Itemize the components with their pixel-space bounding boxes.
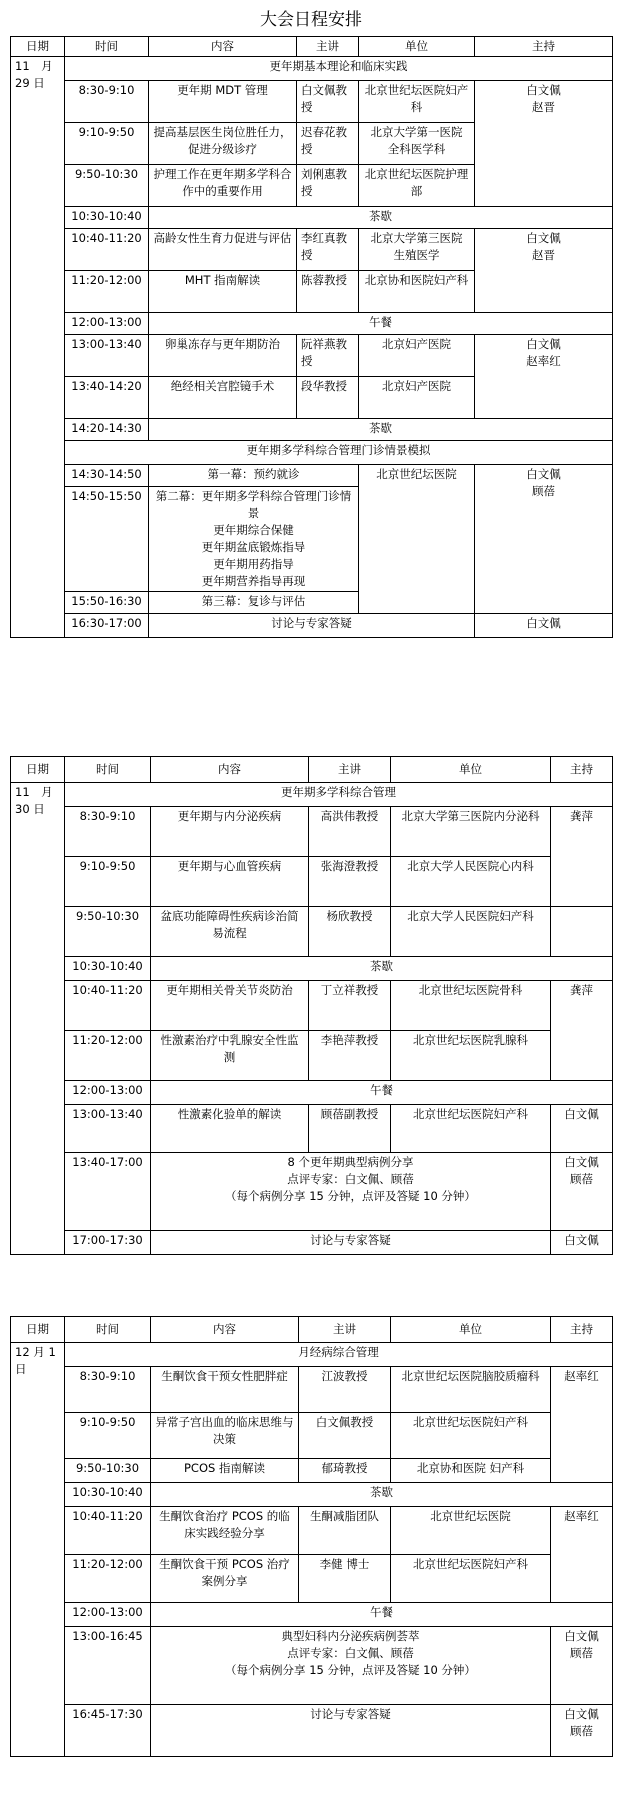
time-cell: 14:20-14:30 [65,419,149,441]
schedule-table-day1 [10,36,613,638]
cases-line: 点评专家：白文佩、顾蓓 [287,1646,414,1660]
time-cell: 9:50-10:30 [65,1459,151,1483]
break-label: 茶歇 [149,419,613,441]
qa-row [11,1705,613,1757]
host-cell: 白文佩 [551,1231,613,1255]
content-cell: 更年期与心血管疾病 [151,857,309,907]
content-cell: 更年期 MDT 管理 [149,81,297,123]
cases-content [151,1153,551,1231]
scene-line: 更年期综合保健 [213,523,294,537]
qa-row [11,1231,613,1255]
header-unit: 单位 [359,37,475,57]
unit-cell: 北京妇产医院 [359,335,475,377]
time-cell: 10:40-11:20 [65,229,149,271]
table-row [11,81,613,123]
table-row [11,1555,613,1603]
section-row [11,57,613,81]
speaker-cell: 郁琦教授 [299,1459,391,1483]
time-cell: 10:30-10:40 [65,957,151,981]
header-unit: 单位 [391,1317,551,1343]
lunch-row [11,313,613,335]
table-row [11,1105,613,1153]
host-name: 赵晋 [532,100,555,114]
speaker-cell: 李艳萍教授 [309,1031,391,1081]
date-cell: 12 月 1 日 [11,1343,65,1757]
unit-cell: 北京大学人民医院妇产科 [391,907,551,957]
unit-cell: 北京大学第三医院 生殖医学 [359,229,475,271]
lunch-label: 午餐 [151,1603,613,1627]
qa-label: 讨论与专家答疑 [149,614,475,638]
content-cell: 生酮饮食干预 PCOS 治疗案例分享 [151,1555,299,1603]
time-cell: 13:00-13:40 [65,1105,151,1153]
time-cell: 10:40-11:20 [65,981,151,1031]
content-cell: 护理工作在更年期多学科合作中的重要作用 [149,165,297,207]
cases-line: 典型妇科内分泌疾病例荟萃 [281,1629,420,1643]
host-name: 白文佩 [526,231,561,245]
speaker-cell: 顾蓓副教授 [309,1105,391,1153]
unit-cell: 北京世纪坛医院 [359,465,475,614]
cases-line: （每个病例分享 15 分钟，点评及答疑 10 分钟） [225,1663,476,1677]
speaker-cell: 李红真教授 [297,229,359,271]
time-cell: 9:50-10:30 [65,165,149,207]
speaker-cell: 迟春花教授 [297,123,359,165]
lunch-row [11,1603,613,1627]
speaker-cell: 刘俐惠教授 [297,165,359,207]
date-cell: 11 月 30 日 [11,783,65,1255]
speaker-cell: 白文佩教授 [299,1413,391,1459]
scene-line: 更年期用药指导 [213,557,294,571]
speaker-cell: 阮祥燕教授 [297,335,359,377]
table-row [11,1031,613,1081]
scene-line: 更年期营养指导再现 [201,574,306,588]
table-row [11,1367,613,1413]
time-cell: 15:50-16:30 [65,592,149,614]
header-host: 主持 [551,757,613,783]
time-cell: 10:30-10:40 [65,207,149,229]
header-time: 时间 [65,37,149,57]
header-host: 主持 [475,37,613,57]
header-content: 内容 [151,1317,299,1343]
host-name: 赵晋 [532,248,555,262]
cases-line: （每个病例分享 15 分钟，点评及答疑 10 分钟） [225,1189,476,1203]
time-cell: 12:00-13:00 [65,1603,151,1627]
time-cell: 17:00-17:30 [65,1231,151,1255]
header-speaker: 主讲 [299,1317,391,1343]
time-cell: 8:30-9:10 [65,807,151,857]
section-row [11,1343,613,1367]
host-cell: 龚萍 [551,981,613,1081]
content-cell: 生酮饮食治疗 PCOS 的临床实践经验分享 [151,1507,299,1555]
table-row [11,857,613,907]
host-cell: 白文佩 [551,1105,613,1153]
host-name: 白文佩 [526,467,561,481]
table-row [11,229,613,271]
time-cell: 11:20-12:00 [65,1555,151,1603]
host-cell [551,907,613,957]
host-cell [475,335,613,419]
lunch-label: 午餐 [149,313,613,335]
header-row [11,757,613,783]
time-cell: 14:30-14:50 [65,465,149,487]
unit-cell: 北京协和医院 妇产科 [391,1459,551,1483]
header-date: 日期 [11,1317,65,1343]
time-cell: 11:20-12:00 [65,271,149,313]
speaker-cell: 段华教授 [297,377,359,419]
scene-content [149,487,359,592]
table-row [11,907,613,957]
lunch-label: 午餐 [151,1081,613,1105]
cases-line: 8 个更年期典型病例分享 [287,1155,414,1169]
unit-cell: 北京世纪坛医院乳腺科 [391,1031,551,1081]
unit-cell: 北京世纪坛医院妇产科 [359,81,475,123]
time-cell: 13:00-13:40 [65,335,149,377]
unit-cell: 北京世纪坛医院妇产科 [391,1555,551,1603]
content-cell: 高龄女性生育力促进与评估 [149,229,297,271]
host-name: 白文佩 [526,337,561,351]
host-name: 赵率红 [526,354,561,368]
time-cell: 13:00-16:45 [65,1627,151,1705]
header-host: 主持 [551,1317,613,1343]
time-cell: 16:45-17:30 [65,1705,151,1757]
host-name: 顾蓓 [570,1172,593,1186]
header-time: 时间 [65,757,151,783]
speaker-cell: 生酮减脂团队 [299,1507,391,1555]
host-cell: 白文佩 [475,614,613,638]
scene-label: 第三幕：复诊与评估 [149,592,359,614]
host-cell [551,1705,613,1757]
time-cell: 10:30-10:40 [65,1483,151,1507]
speaker-cell: 江波教授 [299,1367,391,1413]
speaker-cell: 杨欣教授 [309,907,391,957]
content-cell: 提高基层医生岗位胜任力，促进分级诊疗 [149,123,297,165]
qa-label: 讨论与专家答疑 [151,1231,551,1255]
table-row [11,1413,613,1459]
host-name: 顾蓓 [532,484,555,498]
content-cell: MHT 指南解读 [149,271,297,313]
page-title: 大会日程安排 [260,10,362,30]
table-row [11,981,613,1031]
qa-row [11,614,613,638]
content-cell: 更年期相关骨关节炎防治 [151,981,309,1031]
cases-line: 点评专家：白文佩、顾蓓 [287,1172,414,1186]
date-cell: 11 月 29 日 [11,57,65,638]
unit-cell: 北京妇产医院 [359,377,475,419]
time-cell: 16:30-17:00 [65,614,149,638]
content-cell: 异常子宫出血的临床思维与决策 [151,1413,299,1459]
scene-line: 更年期盆底锻炼指导 [201,540,306,554]
host-cell: 赵率红 [551,1367,613,1483]
section-title: 月经病综合管理 [65,1343,613,1367]
section-row [11,783,613,807]
time-cell: 13:40-17:00 [65,1153,151,1231]
host-name: 顾蓓 [570,1724,593,1738]
header-content: 内容 [149,37,297,57]
table-row [11,335,613,377]
speaker-cell: 高洪伟教授 [309,807,391,857]
break-row [11,957,613,981]
content-cell: 更年期与内分泌疾病 [151,807,309,857]
content-cell: 绝经相关宫腔镜手术 [149,377,297,419]
header-speaker: 主讲 [297,37,359,57]
header-unit: 单位 [391,757,551,783]
scene-row [11,465,613,487]
schedule-table-day2 [10,756,613,1255]
time-cell: 9:50-10:30 [65,907,151,957]
break-row [11,419,613,441]
unit-cell: 北京世纪坛医院护理部 [359,165,475,207]
time-cell: 9:10-9:50 [65,123,149,165]
host-cell: 龚萍 [551,807,613,907]
unit-cell: 北京世纪坛医院妇产科 [391,1105,551,1153]
time-cell: 13:40-14:20 [65,377,149,419]
time-cell: 8:30-9:10 [65,1367,151,1413]
time-cell: 8:30-9:10 [65,81,149,123]
host-cell [551,1153,613,1231]
content-cell: 性激素化验单的解读 [151,1105,309,1153]
cases-row [11,1153,613,1231]
content-cell: 生酮饮食干预女性肥胖症 [151,1367,299,1413]
content-cell: 卵巢冻存与更年期防治 [149,335,297,377]
unit-cell: 北京世纪坛医院妇产科 [391,1413,551,1459]
section-title: 更年期多学科综合管理 [65,783,613,807]
unit-cell: 北京世纪坛医院骨科 [391,981,551,1031]
break-row [11,1483,613,1507]
header-speaker: 主讲 [309,757,391,783]
lunch-row [11,1081,613,1105]
unit-cell: 北京大学人民医院心内科 [391,857,551,907]
speaker-cell: 白文佩教授 [297,81,359,123]
host-cell [551,1627,613,1705]
section-row [11,441,613,465]
unit-cell: 北京大学第一医院 全科医学科 [359,123,475,165]
host-name: 白文佩 [564,1155,599,1169]
cases-row [11,1627,613,1705]
header-date: 日期 [11,757,65,783]
break-label: 茶歇 [151,957,613,981]
speaker-cell: 丁立祥教授 [309,981,391,1031]
break-label: 茶歇 [149,207,613,229]
speaker-cell: 陈蓉教授 [297,271,359,313]
time-cell: 10:40-11:20 [65,1507,151,1555]
unit-cell: 北京世纪坛医院脑胶质瘤科 [391,1367,551,1413]
schedule-table-day3 [10,1316,613,1757]
host-name: 白文佩 [526,83,561,97]
unit-cell: 北京协和医院妇产科 [359,271,475,313]
scene-line: 第二幕：更年期多学科综合管理门诊情景 [155,489,352,520]
host-name: 白文佩 [564,1707,599,1721]
speaker-cell: 李健 博士 [299,1555,391,1603]
host-name: 顾蓓 [570,1646,593,1660]
host-cell [475,81,613,207]
header-time: 时间 [65,1317,151,1343]
scene-label: 第一幕：预约就诊 [149,465,359,487]
speaker-cell: 张海澄教授 [309,857,391,907]
time-cell: 12:00-13:00 [65,1081,151,1105]
time-cell: 9:10-9:50 [65,857,151,907]
qa-label: 讨论与专家答疑 [151,1705,551,1757]
content-cell: 性激素治疗中乳腺安全性监测 [151,1031,309,1081]
time-cell: 11:20-12:00 [65,1031,151,1081]
header-row [11,1317,613,1343]
host-name: 白文佩 [564,1629,599,1643]
time-cell: 14:50-15:50 [65,487,149,592]
section-title: 更年期多学科综合管理门诊情景模拟 [65,441,613,465]
table-row [11,1507,613,1555]
header-row [11,37,613,57]
table-row [11,807,613,857]
host-cell [475,229,613,313]
content-cell: 盆底功能障碍性疾病诊治简易流程 [151,907,309,957]
time-cell: 9:10-9:50 [65,1413,151,1459]
header-date: 日期 [11,37,65,57]
unit-cell: 北京大学第三医院内分泌科 [391,807,551,857]
cases-content [151,1627,551,1705]
content-cell: PCOS 指南解读 [151,1459,299,1483]
header-content: 内容 [151,757,309,783]
table-row [11,1459,613,1483]
host-cell [475,465,613,614]
break-row [11,207,613,229]
time-cell: 12:00-13:00 [65,313,149,335]
unit-cell: 北京世纪坛医院 [391,1507,551,1555]
host-cell: 赵率红 [551,1507,613,1603]
break-label: 茶歇 [151,1483,613,1507]
section-title: 更年期基本理论和临床实践 [65,57,613,81]
